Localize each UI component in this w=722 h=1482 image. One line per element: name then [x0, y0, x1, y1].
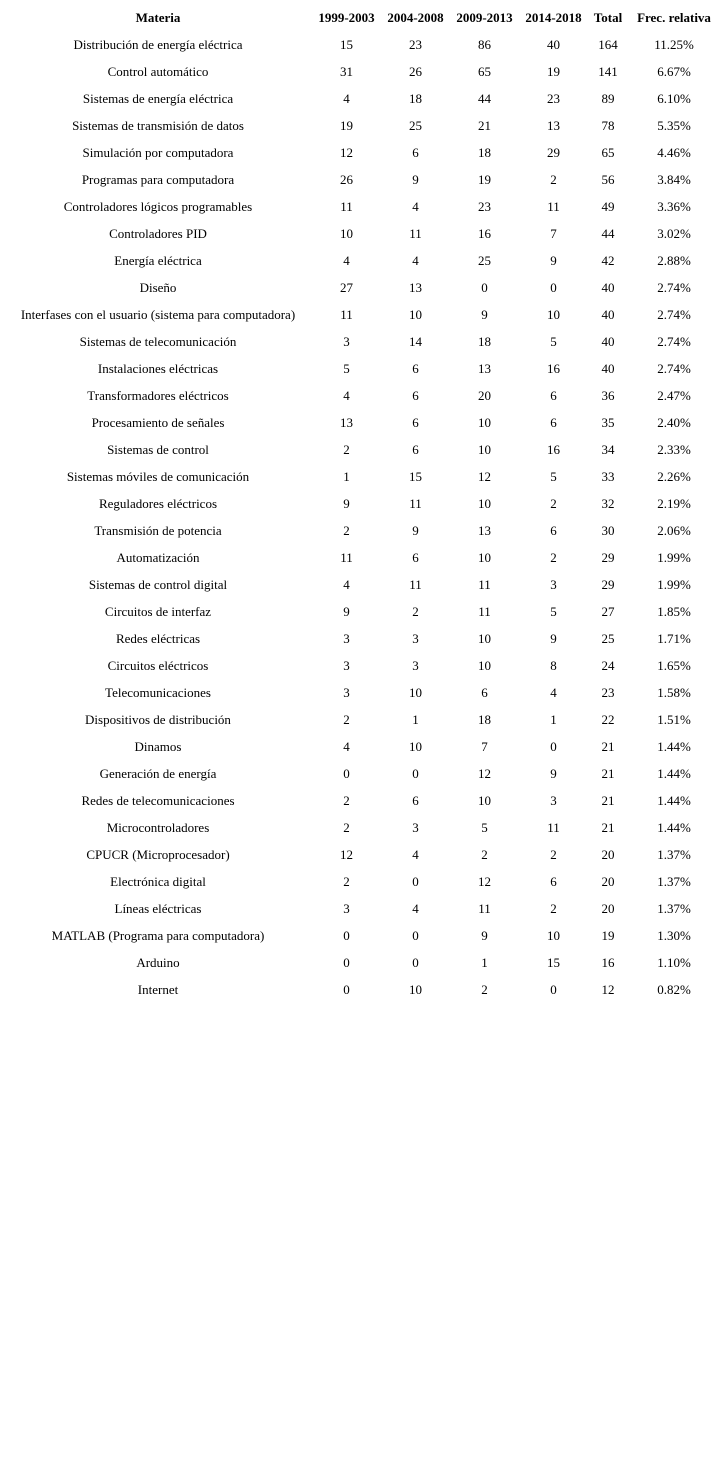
table-row — [4, 193, 720, 220]
cell-materia: Transformadores eléctricos — [87, 388, 229, 403]
cell-2009-2013: 10 — [478, 658, 491, 673]
cell-2004-2008: 4 — [412, 199, 419, 214]
cell-2004-2008: 10 — [409, 685, 422, 700]
cell-2014-2018: 13 — [547, 118, 560, 133]
cell-frec-relativa: 1.85% — [657, 604, 691, 619]
cell-2009-2013: 10 — [478, 550, 491, 565]
table-row — [4, 517, 720, 544]
cell-2004-2008: 3 — [412, 820, 419, 835]
table-row — [4, 706, 720, 733]
cell-materia: Circuitos de interfaz — [104, 604, 212, 619]
cell-frec-relativa: 1.30% — [657, 928, 691, 943]
table-body — [4, 31, 720, 1003]
table-row — [4, 409, 720, 436]
table-row — [4, 328, 720, 355]
cell-2004-2008: 0 — [412, 928, 419, 943]
cell-materia: Microcontroladores — [106, 820, 210, 835]
cell-frec-relativa: 2.40% — [657, 415, 691, 430]
cell-total: 21 — [601, 766, 615, 781]
cell-2009-2013: 13 — [478, 361, 491, 376]
cell-total: 22 — [601, 712, 615, 727]
cell-2014-2018: 0 — [550, 982, 557, 997]
cell-2009-2013: 18 — [478, 712, 491, 727]
cell-1999-2003: 1 — [343, 469, 350, 484]
cell-total: 21 — [601, 739, 615, 754]
table-row — [4, 490, 720, 517]
cell-total: 21 — [601, 820, 615, 835]
table-row — [4, 85, 720, 112]
cell-2014-2018: 0 — [550, 739, 557, 754]
table-row — [4, 463, 720, 490]
cell-2014-2018: 15 — [547, 955, 560, 970]
cell-2004-2008: 11 — [409, 577, 422, 592]
cell-2004-2008: 0 — [412, 874, 419, 889]
cell-frec-relativa: 1.44% — [657, 739, 691, 754]
cell-2009-2013: 12 — [478, 766, 491, 781]
cell-frec-relativa: 3.84% — [657, 172, 691, 187]
cell-total: 35 — [601, 415, 615, 430]
cell-frec-relativa: 1.10% — [657, 955, 691, 970]
cell-2004-2008: 10 — [409, 739, 422, 754]
cell-total: 33 — [601, 469, 615, 484]
cell-1999-2003: 2 — [343, 793, 350, 808]
cell-frec-relativa: 5.35% — [657, 118, 691, 133]
table-row — [4, 922, 720, 949]
cell-materia: Circuitos eléctricos — [107, 658, 209, 673]
table-row — [4, 976, 720, 1003]
table-row — [4, 301, 720, 328]
cell-2009-2013: 13 — [478, 523, 491, 538]
cell-1999-2003: 3 — [343, 901, 350, 916]
cell-2009-2013: 6 — [481, 685, 488, 700]
cell-total: 21 — [601, 793, 615, 808]
cell-2004-2008: 14 — [409, 334, 422, 349]
cell-total: 78 — [601, 118, 615, 133]
cell-1999-2003: 19 — [340, 118, 353, 133]
cell-2009-2013: 2 — [481, 847, 488, 862]
cell-2004-2008: 3 — [412, 631, 419, 646]
cell-frec-relativa: 2.19% — [657, 496, 691, 511]
cell-materia: Dinamos — [134, 739, 182, 754]
cell-frec-relativa: 2.33% — [657, 442, 691, 457]
cell-1999-2003: 2 — [343, 874, 350, 889]
cell-1999-2003: 4 — [343, 577, 350, 592]
cell-frec-relativa: 3.36% — [657, 199, 691, 214]
cell-1999-2003: 2 — [343, 442, 350, 457]
cell-total: 19 — [601, 928, 615, 943]
cell-total: 27 — [601, 604, 615, 619]
cell-2004-2008: 4 — [412, 847, 419, 862]
cell-materia: Instalaciones eléctricas — [97, 361, 219, 376]
table-row — [4, 868, 720, 895]
cell-1999-2003: 4 — [343, 91, 350, 106]
table-row — [4, 787, 720, 814]
cell-2014-2018: 9 — [550, 631, 557, 646]
cell-total: 34 — [601, 442, 615, 457]
cell-materia: Controladores lógicos programables — [63, 199, 253, 214]
cell-2009-2013: 11 — [478, 604, 491, 619]
cell-2009-2013: 11 — [478, 577, 491, 592]
cell-2004-2008: 11 — [409, 226, 422, 241]
cell-2014-2018: 2 — [550, 901, 557, 916]
cell-2004-2008: 3 — [412, 658, 419, 673]
cell-2014-2018: 16 — [547, 442, 560, 457]
cell-materia: Control automático — [107, 64, 209, 79]
cell-total: 20 — [601, 847, 615, 862]
cell-materia: Redes eléctricas — [115, 631, 201, 646]
cell-2014-2018: 6 — [550, 388, 557, 403]
cell-total: 49 — [601, 199, 615, 214]
cell-1999-2003: 13 — [340, 415, 353, 430]
table-row — [4, 571, 720, 598]
cell-2014-2018: 10 — [547, 307, 560, 322]
table-header-row — [4, 4, 720, 31]
cell-frec-relativa: 3.02% — [657, 226, 691, 241]
cell-frec-relativa: 4.46% — [657, 145, 691, 160]
cell-2004-2008: 1 — [412, 712, 419, 727]
cell-frec-relativa: 2.74% — [657, 280, 691, 295]
cell-2014-2018: 16 — [547, 361, 560, 376]
cell-1999-2003: 26 — [340, 172, 353, 187]
table-row — [4, 841, 720, 868]
column-header-1999-2003: 1999-2003 — [318, 10, 375, 25]
cell-total: 40 — [601, 334, 615, 349]
cell-total: 24 — [601, 658, 615, 673]
cell-2004-2008: 11 — [409, 496, 422, 511]
cell-2014-2018: 11 — [547, 820, 560, 835]
cell-2009-2013: 12 — [478, 874, 491, 889]
cell-frec-relativa: 1.37% — [657, 901, 691, 916]
cell-2009-2013: 25 — [478, 253, 491, 268]
cell-2014-2018: 11 — [547, 199, 560, 214]
cell-1999-2003: 0 — [343, 982, 350, 997]
cell-1999-2003: 4 — [343, 739, 350, 754]
cell-frec-relativa: 1.44% — [657, 820, 691, 835]
cell-2014-2018: 5 — [550, 334, 557, 349]
table-row — [4, 382, 720, 409]
column-header-total: Total — [593, 10, 623, 25]
cell-total: 89 — [601, 91, 615, 106]
cell-materia: MATLAB (Programa para computadora) — [51, 928, 265, 943]
table-row — [4, 58, 720, 85]
cell-materia: Diseño — [139, 280, 177, 295]
cell-2014-2018: 19 — [547, 64, 560, 79]
cell-frec-relativa: 0.82% — [657, 982, 691, 997]
cell-1999-2003: 0 — [343, 955, 350, 970]
column-header-2009-2013: 2009-2013 — [456, 10, 513, 25]
cell-frec-relativa: 1.71% — [657, 631, 691, 646]
cell-2004-2008: 15 — [409, 469, 422, 484]
table-row — [4, 652, 720, 679]
cell-2004-2008: 2 — [412, 604, 419, 619]
cell-1999-2003: 11 — [340, 307, 353, 322]
cell-2004-2008: 6 — [412, 415, 419, 430]
cell-total: 141 — [598, 64, 618, 79]
table-row — [4, 895, 720, 922]
cell-1999-2003: 3 — [343, 334, 350, 349]
cell-2009-2013: 5 — [481, 820, 488, 835]
cell-total: 16 — [601, 955, 615, 970]
cell-total: 20 — [601, 874, 615, 889]
cell-materia: Generación de energía — [99, 766, 217, 781]
cell-total: 23 — [601, 685, 615, 700]
cell-1999-2003: 9 — [343, 496, 350, 511]
cell-2009-2013: 44 — [478, 91, 491, 106]
cell-total: 65 — [601, 145, 615, 160]
cell-2004-2008: 10 — [409, 307, 422, 322]
cell-2014-2018: 10 — [547, 928, 560, 943]
cell-total: 20 — [601, 901, 615, 916]
cell-2009-2013: 10 — [478, 442, 491, 457]
cell-materia: Sistemas de control — [107, 442, 209, 457]
cell-materia: Energía eléctrica — [114, 253, 202, 268]
cell-materia: Líneas eléctricas — [114, 901, 202, 916]
cell-frec-relativa: 2.88% — [657, 253, 691, 268]
cell-total: 56 — [601, 172, 615, 187]
cell-2009-2013: 0 — [481, 280, 488, 295]
cell-1999-2003: 12 — [340, 145, 353, 160]
cell-2009-2013: 1 — [481, 955, 488, 970]
cell-1999-2003: 11 — [340, 199, 353, 214]
cell-2009-2013: 65 — [478, 64, 491, 79]
table-row — [4, 355, 720, 382]
cell-materia: Reguladores eléctricos — [98, 496, 218, 511]
cell-2014-2018: 9 — [550, 253, 557, 268]
column-header-frec-relativa: Frec. relativa — [637, 10, 711, 25]
cell-2004-2008: 25 — [409, 118, 422, 133]
cell-2009-2013: 86 — [478, 37, 491, 52]
cell-total: 25 — [601, 631, 615, 646]
cell-materia: Distribución de energía eléctrica — [73, 37, 243, 52]
cell-2004-2008: 0 — [412, 955, 419, 970]
cell-frec-relativa: 1.44% — [657, 766, 691, 781]
cell-1999-2003: 5 — [343, 361, 350, 376]
cell-materia: Sistemas móviles de comunicación — [66, 469, 250, 484]
cell-total: 40 — [601, 361, 615, 376]
cell-1999-2003: 27 — [340, 280, 353, 295]
cell-2004-2008: 10 — [409, 982, 422, 997]
table-row — [4, 733, 720, 760]
cell-materia: Redes de telecomunicaciones — [81, 793, 235, 808]
cell-materia: Dispositivos de distribución — [85, 712, 231, 727]
cell-2009-2013: 10 — [478, 415, 491, 430]
cell-2004-2008: 6 — [412, 145, 419, 160]
cell-frec-relativa: 6.67% — [657, 64, 691, 79]
cell-2009-2013: 16 — [478, 226, 491, 241]
cell-total: 40 — [601, 280, 615, 295]
cell-2004-2008: 6 — [412, 361, 419, 376]
cell-frec-relativa: 1.99% — [657, 550, 691, 565]
table-row — [4, 220, 720, 247]
table-row — [4, 679, 720, 706]
cell-frec-relativa: 1.65% — [657, 658, 691, 673]
cell-2004-2008: 6 — [412, 793, 419, 808]
table-row — [4, 625, 720, 652]
cell-1999-2003: 15 — [340, 37, 353, 52]
cell-2014-2018: 6 — [550, 415, 557, 430]
cell-2014-2018: 1 — [550, 712, 557, 727]
cell-total: 40 — [601, 307, 615, 322]
cell-materia: Simulación por computadora — [82, 145, 234, 160]
cell-materia: Internet — [137, 982, 179, 997]
cell-1999-2003: 2 — [343, 523, 350, 538]
cell-materia: Telecomunicaciones — [105, 685, 211, 700]
table-row — [4, 544, 720, 571]
cell-2009-2013: 18 — [478, 145, 491, 160]
cell-1999-2003: 12 — [340, 847, 353, 862]
cell-materia: Electrónica digital — [110, 874, 206, 889]
cell-frec-relativa: 1.58% — [657, 685, 691, 700]
cell-materia: Controladores PID — [109, 226, 207, 241]
cell-1999-2003: 10 — [340, 226, 353, 241]
cell-materia: Interfases con el usuario (sistema para computadora) — [20, 307, 296, 322]
cell-2014-2018: 5 — [550, 604, 557, 619]
table-row — [4, 31, 720, 58]
cell-materia: Arduino — [136, 955, 180, 970]
cell-frec-relativa: 1.51% — [657, 712, 691, 727]
table-row — [4, 949, 720, 976]
cell-2014-2018: 2 — [550, 550, 557, 565]
cell-1999-2003: 3 — [343, 658, 350, 673]
cell-frec-relativa: 11.25% — [654, 37, 694, 52]
cell-2004-2008: 26 — [409, 64, 422, 79]
cell-2009-2013: 21 — [478, 118, 491, 133]
cell-materia: CPUCR (Microprocesador) — [86, 847, 230, 862]
cell-materia: Procesamiento de señales — [91, 415, 225, 430]
cell-2004-2008: 9 — [412, 172, 419, 187]
cell-materia: Programas para computadora — [81, 172, 235, 187]
cell-frec-relativa: 2.74% — [657, 334, 691, 349]
cell-materia: Sistemas de control digital — [88, 577, 228, 592]
cell-total: 164 — [598, 37, 618, 52]
cell-frec-relativa: 6.10% — [657, 91, 691, 106]
cell-total: 29 — [601, 550, 615, 565]
cell-2009-2013: 19 — [478, 172, 491, 187]
cell-2014-2018: 29 — [547, 145, 560, 160]
cell-frec-relativa: 2.06% — [657, 523, 691, 538]
cell-total: 29 — [601, 577, 615, 592]
cell-2014-2018: 2 — [550, 496, 557, 511]
cell-2014-2018: 3 — [550, 793, 557, 808]
cell-1999-2003: 3 — [343, 631, 350, 646]
cell-1999-2003: 2 — [343, 820, 350, 835]
cell-2014-2018: 40 — [547, 37, 560, 52]
cell-frec-relativa: 1.37% — [657, 847, 691, 862]
table-row — [4, 247, 720, 274]
cell-total: 44 — [601, 226, 615, 241]
cell-2004-2008: 6 — [412, 442, 419, 457]
cell-total: 30 — [601, 523, 615, 538]
cell-frec-relativa: 2.47% — [657, 388, 691, 403]
cell-2009-2013: 7 — [481, 739, 488, 754]
cell-2014-2018: 5 — [550, 469, 557, 484]
cell-2014-2018: 7 — [550, 226, 557, 241]
cell-materia: Transmisión de potencia — [94, 523, 222, 538]
table-row — [4, 112, 720, 139]
cell-1999-2003: 9 — [343, 604, 350, 619]
column-header-2014-2018: 2014-2018 — [525, 10, 582, 25]
cell-2009-2013: 9 — [481, 928, 488, 943]
cell-2004-2008: 4 — [412, 901, 419, 916]
cell-frec-relativa: 1.37% — [657, 874, 691, 889]
cell-frec-relativa: 2.74% — [657, 307, 691, 322]
cell-2004-2008: 6 — [412, 550, 419, 565]
cell-2014-2018: 2 — [550, 172, 557, 187]
cell-2014-2018: 9 — [550, 766, 557, 781]
cell-1999-2003: 0 — [343, 766, 350, 781]
cell-total: 12 — [601, 982, 615, 997]
cell-2014-2018: 6 — [550, 523, 557, 538]
cell-1999-2003: 31 — [340, 64, 353, 79]
cell-2009-2013: 20 — [478, 388, 491, 403]
subjects-frequency-table — [4, 4, 720, 1003]
cell-1999-2003: 4 — [343, 253, 350, 268]
table-row — [4, 436, 720, 463]
cell-2009-2013: 10 — [478, 631, 491, 646]
cell-2014-2018: 6 — [550, 874, 557, 889]
cell-1999-2003: 2 — [343, 712, 350, 727]
table-row — [4, 814, 720, 841]
cell-materia: Sistemas de transmisión de datos — [72, 118, 244, 133]
cell-2004-2008: 4 — [412, 253, 419, 268]
cell-materia: Sistemas de telecomunicación — [79, 334, 237, 349]
cell-2009-2013: 9 — [481, 307, 488, 322]
table-row — [4, 166, 720, 193]
cell-2014-2018: 4 — [550, 685, 557, 700]
table-row — [4, 274, 720, 301]
cell-1999-2003: 4 — [343, 388, 350, 403]
cell-2009-2013: 18 — [478, 334, 491, 349]
cell-2004-2008: 6 — [412, 388, 419, 403]
cell-2014-2018: 23 — [547, 91, 560, 106]
cell-frec-relativa: 2.74% — [657, 361, 691, 376]
column-header-2004-2008: 2004-2008 — [387, 10, 444, 25]
cell-2009-2013: 11 — [478, 901, 491, 916]
table-row — [4, 598, 720, 625]
cell-2004-2008: 13 — [409, 280, 422, 295]
cell-2014-2018: 2 — [550, 847, 557, 862]
cell-1999-2003: 3 — [343, 685, 350, 700]
cell-2009-2013: 23 — [478, 199, 491, 214]
column-header-materia: Materia — [135, 10, 181, 25]
cell-frec-relativa: 1.99% — [657, 577, 691, 592]
cell-2004-2008: 0 — [412, 766, 419, 781]
cell-2009-2013: 10 — [478, 496, 491, 511]
cell-materia: Automatización — [116, 550, 200, 565]
cell-2009-2013: 2 — [481, 982, 488, 997]
cell-2004-2008: 23 — [409, 37, 422, 52]
cell-1999-2003: 11 — [340, 550, 353, 565]
cell-2014-2018: 3 — [550, 577, 557, 592]
cell-materia: Sistemas de energía eléctrica — [82, 91, 234, 106]
cell-2009-2013: 10 — [478, 793, 491, 808]
cell-total: 42 — [601, 253, 615, 268]
cell-2009-2013: 12 — [478, 469, 491, 484]
cell-2004-2008: 18 — [409, 91, 422, 106]
cell-2014-2018: 8 — [550, 658, 557, 673]
cell-total: 32 — [601, 496, 615, 511]
table-row — [4, 139, 720, 166]
cell-2014-2018: 0 — [550, 280, 557, 295]
cell-frec-relativa: 2.26% — [657, 469, 691, 484]
cell-2004-2008: 9 — [412, 523, 419, 538]
table-row — [4, 760, 720, 787]
cell-total: 36 — [601, 388, 615, 403]
cell-frec-relativa: 1.44% — [657, 793, 691, 808]
cell-1999-2003: 0 — [343, 928, 350, 943]
